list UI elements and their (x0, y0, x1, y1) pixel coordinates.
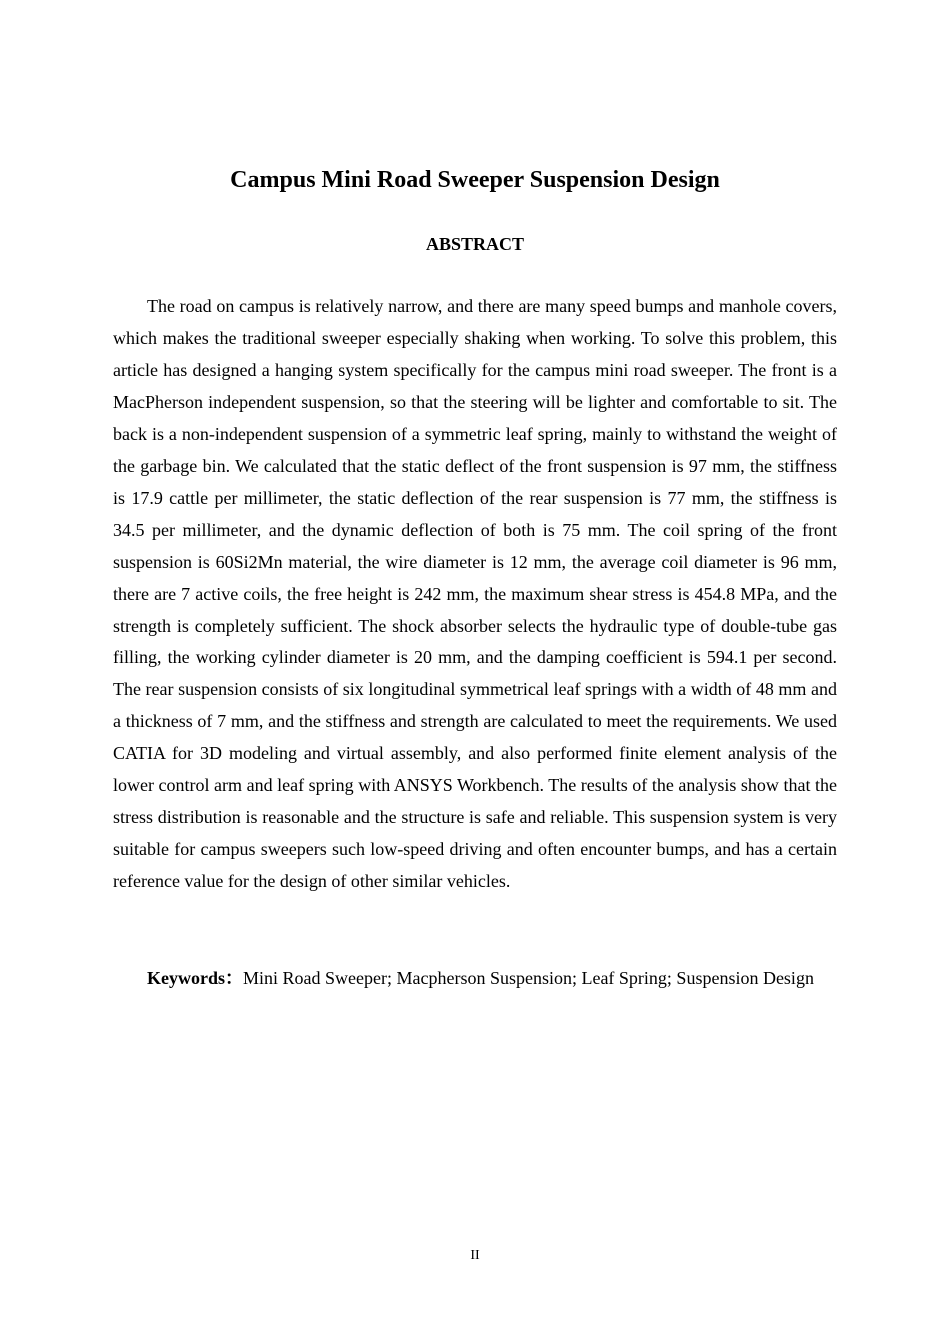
page-number: II (470, 1248, 480, 1263)
paper-title: Campus Mini Road Sweeper Suspension Design (230, 167, 720, 193)
keywords-label: Keywords： (147, 968, 243, 988)
abstract-body: The road on campus is relatively narrow, and there are many speed bumps and manhole covers, which makes the traditional sweeper especially shaking when working. To solve this problem, this article has designed a hanging system specifically for the campus mini road sweeper. The front is a MacPherson independent suspension, so that the steering will be lighter and comfortable to sit. The back is a non-independent suspension of a symmetric leaf spring, mainly to withstand the weight of the garbage bin. We calculated that the static deflect of the front suspension is 97 mm, the stiffness is 17.9 cattle per millimeter, the static deflection of the rear suspension is 77 mm, the stiffness is 34.5 per millimeter, and the dynamic deflection of both is 75 mm. The coil spring of the front suspension is 60Si2Mn material, the wire diameter is 12 mm, the average coil diameter is 96 mm, there are 7 active coils, the free height is 242 mm, the maximum shear stress is 454.8 MPa, and the strength is completely sufficient. The shock absorber selects the hydraulic type of double-tube gas filling, the working cylinder diameter is 20 mm, and the damping coefficient is 594.1 per second. The rear suspension consists of six longitudinal symmetrical leaf springs with a width of 48 mm and a thickness of 7 mm, and the stiffness and strength are calculated to meet the requirements. We used CATIA for 3D modeling and virtual assembly, and also performed finite element analysis of the lower control arm and leaf spring with ANSYS Workbench. The results of the analysis show that the stress distribution is reasonable and the structure is safe and reliable. This suspension system is very suitable for campus sweepers such low-speed driving and often encounter bumps, and has a certain reference value for the design of other similar vehicles. (113, 296, 837, 892)
keywords-paragraph (113, 962, 837, 994)
keywords-text: Mini Road Sweeper; Macpherson Suspension; Leaf Spring; Suspension Design (243, 968, 814, 988)
abstract-heading: ABSTRACT (425, 234, 525, 254)
